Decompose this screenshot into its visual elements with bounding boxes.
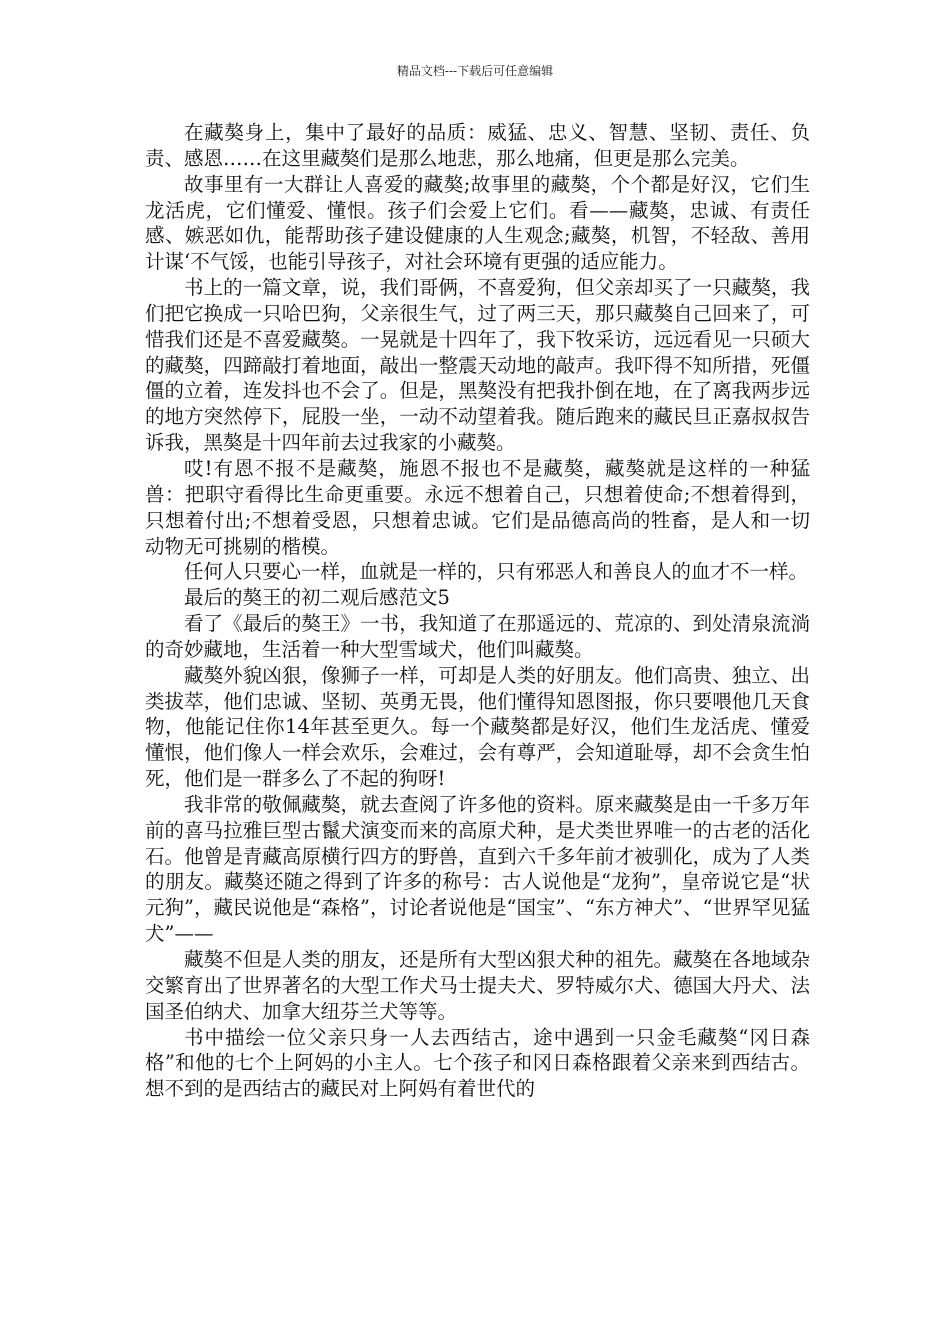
- paragraph: 任何人只要心一样，血就是一样的，只有邪恶人和善良人的血才不一样。: [184, 560, 809, 584]
- paragraph: 在藏獒身上，集中了最好的品质：威猛、忠义、智慧、坚韧、责任、负责、感恩……在这里藏獒们是那么地悲，那么地痛，但更是那么完美。: [145, 121, 810, 170]
- section-title: 最后的獒王的初二观后感范文5: [184, 586, 450, 610]
- paragraph: 我非常的敬佩藏獒，就去查阅了许多他的资料。原来藏獒是由一千多万年前的喜马拉雅巨型古鬣犬演变而来的高原犬种，是犬类世界唯一的古老的活化石。他曾是青藏高原横行四方的野兽，直到六千多年前才被驯化，成为了人类的朋友。藏獒还随之得到了许多的称号：古人说他是“龙狗”，皇帝说它是“状元狗”，藏民说他是“森格”，讨论者说他是“国宝”、“东方神犬”、“世界罕见猛犬”——: [145, 792, 810, 946]
- paragraph: 藏獒不但是人类的朋友，还是所有大型凶狠犬种的祖先。藏獒在各地域杂交繁育出了世界著名的大型工作犬马士提夫犬、罗特威尔犬、德国大丹犬、法国圣伯纳犬、加拿大纽芬兰犬等等。: [145, 948, 810, 1023]
- paragraph: 哎!有恩不报不是藏獒，施恩不报也不是藏獒，藏獒就是这样的一种猛兽：把职守看得比生命更重要。永远不想着自己，只想着使命;不想着得到，只想着付出;不想着受恩，只想着忠诚。它们是品德高尚的牲畜，是人和一切动物无可挑剔的楷模。: [145, 456, 810, 558]
- paragraph: 故事里有一大群让人喜爱的藏獒;故事里的藏獒，个个都是好汉，它们生龙活虎，它们懂爱、懂恨。孩子们会爱上它们。看——藏獒，忠诚、有责任感、嫉恶如仇，能帮助孩子建设健康的人生观念;藏獒，机智，不轻敌、善用计谋‘不气馁，也能引导孩子，对社会环境有更强的适应能力。: [145, 172, 810, 274]
- paragraph: 看了《最后的獒王》一书，我知道了在那遥远的、荒凉的、到处清泉流淌的奇妙藏地，生活着一种大型雪域犬，他们叫藏獒。: [145, 612, 810, 661]
- page-header: 精品文档---下载后可任意编辑: [396, 64, 554, 78]
- paragraph: 藏獒外貌凶狠，像狮子一样，可却是人类的好朋友。他们高贵、独立、出类拔萃，他们忠诚、坚韧、英勇无畏，他们懂得知恩图报，你只要喂他几天食物，他能记住你14年甚至更久。每一个藏獒都是好汉，他们生龙活虎、懂爱懂恨，他们像人一样会欢乐，会难过，会有尊严，会知道耻辱，却不会贪生怕死，他们是一群多么了不起的狗呀!: [145, 663, 810, 791]
- paragraph: 书中描绘一位父亲只身一人去西结古，途中遇到一只金毛藏獒“冈日森格”和他的七个上阿妈的小主人。七个孩子和冈日森格跟着父亲来到西结古。想不到的是西结古的藏民对上阿妈有着世代的: [145, 1025, 810, 1101]
- paragraph: 书上的一篇文章，说，我们哥俩，不喜爱狗，但父亲却买了一只藏獒，我们把它换成一只哈巴狗，父亲很生气，过了两三天，那只藏獒自己回来了，可惜我们还是不喜爱藏獒。一晃就是十四年了，我下牧采访，远远看见一只硕大的藏獒，四蹄敲打着地面，敲出一整震天动地的敲声。我吓得不知所措，死僵僵的立着，连发抖也不会了。但是，黑獒没有把我扑倒在地，在了离我两步远的地方突然停下，屁股一坐，一动不动望着我。随后跑来的藏民旦正嘉叔叔告诉我，黑獒是十四年前去过我家的小藏獒。: [145, 276, 810, 455]
- document-body: [145, 120, 810, 1102]
